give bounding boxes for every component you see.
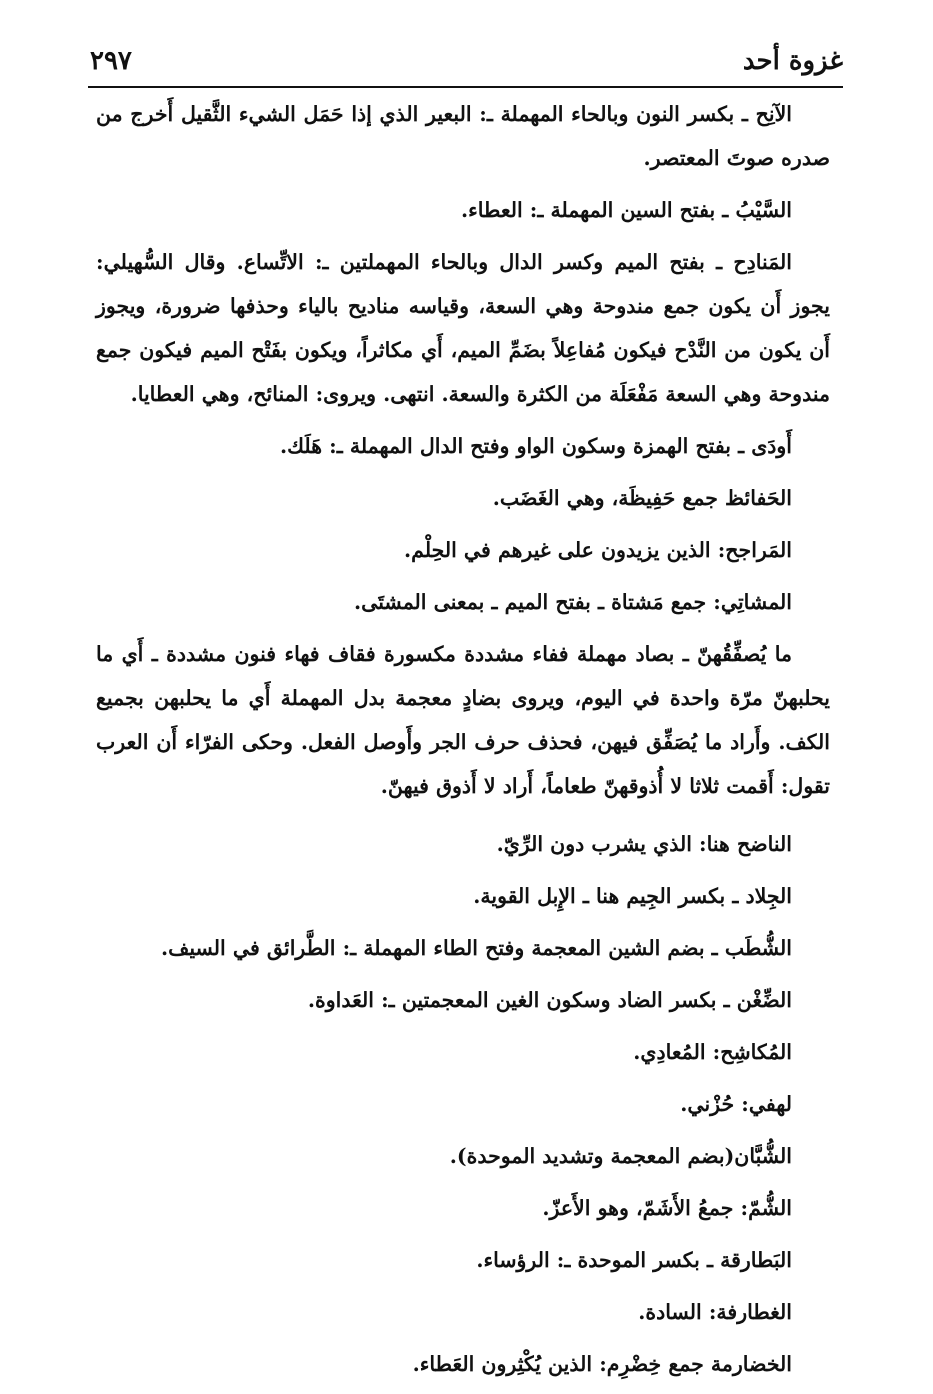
glossary-entry: لهفي: حُزْني. — [680, 1092, 792, 1116]
glossary-entry: المَراجح: الذين يزيدون على غيرهم في الحِلْم. — [404, 538, 792, 562]
page-header — [88, 40, 843, 88]
glossary-entry: الضِّغْن ـ بكسر الضاد وسكون الغين المعجمتين ـ: العَداوة. — [307, 988, 792, 1012]
page-number: ٢٩٧ — [90, 46, 132, 76]
glossary-entry: أَودَى ـ بفتح الهمزة وسكون الواو وفتح الدال المهملة ـ: هَلَك. — [280, 434, 792, 458]
glossary-entry: الخضارمة جمع خِضْرِم: الذين يُكْثِرون العَطاء. — [412, 1352, 792, 1376]
glossary-entry: الشُّبَّان(بضم المعجمة وتشديد الموحدة). — [449, 1144, 792, 1168]
glossary-entry: السَّيْبُ ـ بفتح السين المهملة ـ: العطاء. — [460, 198, 792, 222]
running-title: غزوة أحد — [742, 46, 843, 76]
glossary-entry: الجِلاد ـ بكسر الجِيم هنا ـ الإِبل القوية. — [473, 884, 792, 908]
glossary-entry: الشُّمّ: جمعُ الأَشَمّ، وهو الأَعزّ. — [542, 1196, 792, 1220]
glossary-entry: الآنِح ـ بكسر النون وبالحاء المهملة ـ: البعير الذي إذا حَمَل الشيء الثَّقيل أَخرج من صدره صوتَ المعتصر. — [96, 102, 830, 170]
glossary-entry: ما يُصفِّقُهنّ ـ بصاد مهملة ففاء مشددة مكسورة فقاف فهاء فنون مشددة ـ أَي ما يحلبهنّ مرّة واحدة في اليوم، ويروى بضادٍ معجمة بدل المهملة أَي ما يحلبهن بجميع الكف. وأَراد ما يُصَفِّق فيهن، فحذف حرف الجر وأَوصل الفعل. وحكى الفرّاء أَن العرب تقول: أَقمت ثلاثا لا أُذوقهنّ طعاماً، أَراد لا أَذوق فيهنّ. — [96, 642, 830, 798]
glossary-body — [96, 92, 830, 1394]
glossary-entry: الحَفائظ جمع حَفِيظَة، وهي الغَضَب. — [492, 486, 792, 510]
glossary-entry: البَطارقة ـ بكسر الموحدة ـ: الرؤساء. — [476, 1248, 792, 1272]
glossary-entry: المَنادِح ـ بفتح الميم وكسر الدال وبالحاء المهملتين ـ: الاتِّساع. وقال السُّهيلي: يجوز أَن يكون جمع مندوحة وهي السعة، وقياسه مناديح بالياء وحذفها ضرورة، ويجوز أَن يكون من النَّدْح فيكون مُفاعِلاً بضَمِّ الميم، أَي مكاثراً، ويكون بفَتْح الميم فيكون جمع مندوحة وهي السعة مَفْعَلَة من الكثرة والسعة. انتهى. ويروى: المنائح، وهي العطايا. — [96, 250, 830, 406]
glossary-entry: الناضح هنا: الذي يشرب دون الرِّيّ. — [496, 832, 792, 856]
glossary-entry: المُكاشِح: المُعادِي. — [633, 1040, 792, 1064]
glossary-entry: الشُّطَب ـ بضم الشين المعجمة وفتح الطاء المهملة ـ: الطَّرائق في السيف. — [160, 936, 792, 960]
glossary-entry: الغطارفة: السادة. — [638, 1300, 792, 1324]
glossary-entry: المشاتِي: جمع مَشتاة ـ بفتح الميم ـ بمعنى المشتَى. — [354, 590, 792, 614]
